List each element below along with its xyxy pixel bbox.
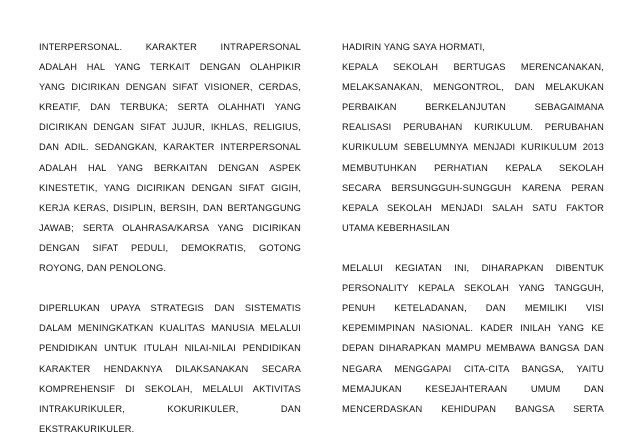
text-line: KARAKTER HENDAKNYA DILAKSANAKAN SECARA (39, 363, 301, 374)
text-line: UTAMA KEBERHASILAN (342, 222, 450, 233)
text-line: DALAM MENINGKATKAN KUALITAS MANUSIA MELALUI (39, 323, 301, 334)
text-line: DEPAN DIHARAPKAN MAMPU MEMBAWA BANGSA DAN (342, 343, 604, 354)
text-line: PENDIDIKAN UNTUK ITULAH NILAI-NILAI PENDIDIKAN (39, 343, 301, 354)
text-line: DICIRIKAN DENGAN SIFAT JUJUR, IKHLAS, RELIGIUS, (39, 122, 301, 133)
text-line: PERSONALITY KEPALA SEKOLAH YANG TANGGUH, (342, 283, 604, 294)
text-line: PERBAIKAN BERKELANJUTAN SEBAGAIMANA (342, 102, 604, 113)
text-line: SECARA BERSUNGGUH-SUNGGUH KARENA PERAN (342, 182, 604, 193)
text-line: KREATIF, DAN TERBUKA; SERTA OLAHHATI YANG (39, 102, 301, 113)
text-line: ROYONG, DAN PENOLONG. (39, 263, 167, 274)
text-line: MEMAJUKAN KESEJAHTERAAN UMUM DAN (342, 383, 604, 394)
right-text-column (342, 37, 604, 419)
text-line: ADALAH HAL YANG BERKAITAN DENGAN ASPEK (39, 162, 301, 173)
text-line: KEPALA SEKOLAH BERTUGAS MERENCANAKAN, (342, 62, 604, 73)
paragraph-gap (342, 238, 604, 258)
text-line: MEMBUTUHKAN PERHATIAN KEPALA SEKOLAH (342, 162, 604, 173)
text-line: YANG DICIRIKAN DENGAN SIFAT VISIONER, CERDAS, (39, 82, 301, 93)
text-line: PENUH KETELADANAN, DAN MEMILIKI VISI (342, 303, 604, 314)
text-line: JAWAB; SERTA OLAHRASA/KARSA YANG DICIRIKAN (39, 222, 301, 233)
text-line: KEPALA SEKOLAH MENJADI SALAH SATU FAKTOR (342, 202, 604, 213)
text-line: KOMPREHENSIF DI SEKOLAH, MELALUI AKTIVITAS (39, 383, 301, 394)
right-paragraph-1 (342, 37, 604, 238)
text-line: MELALUI KEGIATAN INI, DIHARAPKAN DIBENTUK (342, 263, 604, 274)
text-line: INTERPERSONAL. KARAKTER INTRAPERSONAL (39, 42, 301, 52)
text-line: DAN ADIL. SEDANGKAN, KARAKTER INTERPERSONAL (39, 142, 301, 153)
text-line: NEGARA MENGGAPAI CITA-CITA BANGSA, YAITU (342, 363, 604, 374)
text-line: DIPERLUKAN UPAYA STRATEGIS DAN SISTEMATIS (39, 303, 301, 314)
paragraph-gap (39, 278, 301, 298)
text-line: KEPEMIMPINAN NASIONAL. KADER INILAH YANG KE (342, 323, 604, 334)
text-line: DENGAN SIFAT PEDULI, DEMOKRATIS, GOTONG (39, 242, 301, 253)
text-line: KINESTETIK, YANG DICIRIKAN DENGAN SIFAT GIGIH, (39, 182, 301, 193)
text-line: KURIKULUM SEBELUMNYA MENJADI KURIKULUM 2013 (342, 142, 604, 153)
text-line: ADALAH HAL YANG TERKAIT DENGAN OLAHPIKIR (39, 62, 301, 73)
left-paragraph-1 (39, 37, 301, 278)
right-paragraph-2 (342, 258, 604, 419)
text-line: MELAKSANAKAN, MENGONTROL, DAN MELAKUKAN (342, 82, 604, 93)
text-line: EKSTRAKURIKULER. (39, 423, 135, 434)
left-text-column (39, 37, 301, 439)
text-line: REALISASI PERUBAHAN KURIKULUM. PERUBAHAN (342, 122, 604, 133)
text-line: INTRAKURIKULER, KOKURIKULER, DAN (39, 403, 301, 414)
text-line: HADIRIN YANG SAYA HORMATI, (342, 42, 486, 52)
text-line: KERJA KERAS, DISIPLIN, BERSIH, DAN BERTANGGUNG (39, 202, 301, 213)
text-line: MENCERDASKAN KEHIDUPAN BANGSA SERTA (342, 403, 604, 414)
